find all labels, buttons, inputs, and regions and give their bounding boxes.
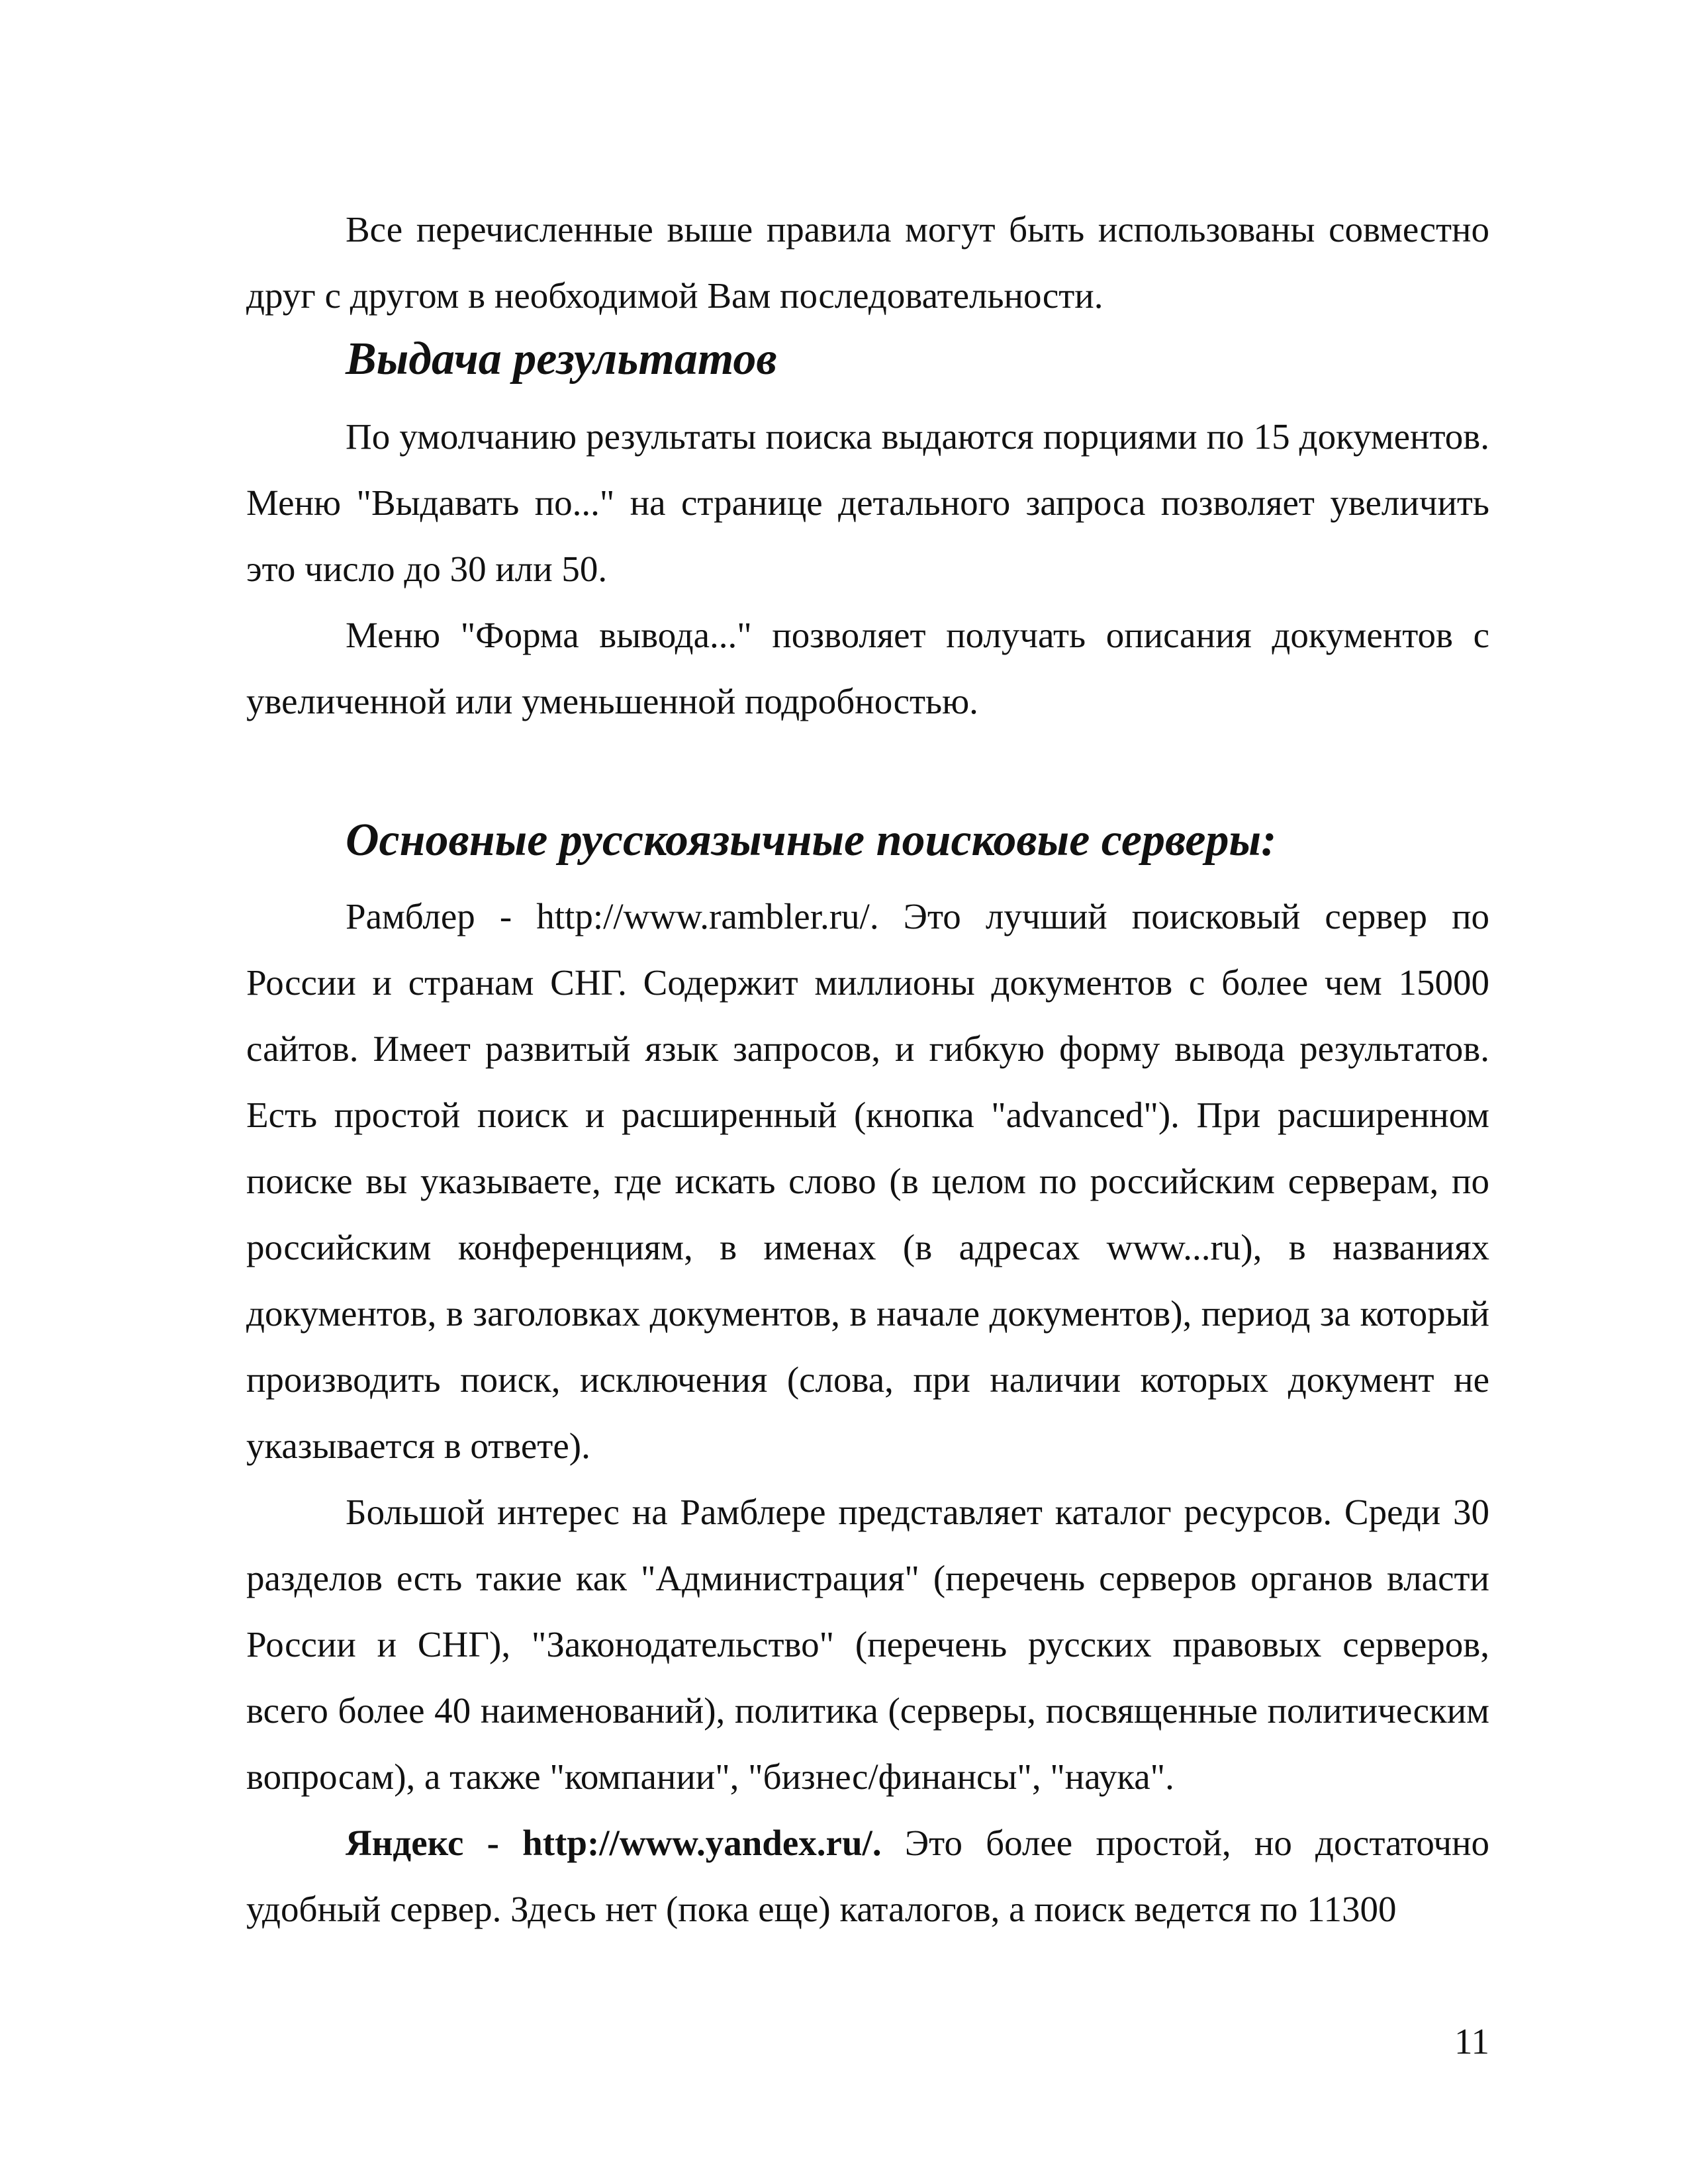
paragraph-yandex xyxy=(246,1810,1489,1942)
heading-russian-search-servers: Основные русскоязычные поисковые серверы: xyxy=(346,815,1277,866)
yandex-description: Это более простой, но достаточно удобный сервер. Здесь нет (пока еще) каталогов, а поиск ведется по 11300 xyxy=(246,1823,1489,1929)
paragraph-output-form: Меню "Форма вывода..." позволяет получать описания документов с увеличенной или уменьшенной подробностью. xyxy=(246,615,1489,721)
paragraph-rambler-catalog: Большой интерес на Рамблере представляет каталог ресурсов. Среди 30 разделов есть такие как "Администрация" (перечень серверов органов власти России и СНГ), "Законодательство" (перечень русских правовых серверов, всего более 40 наименований), политика (серверы, посвященные политическим вопросам), а также "компании", "бизнес/финансы", "наука". xyxy=(246,1492,1489,1797)
paragraph-rambler: Рамблер - http://www.rambler.ru/. Это лучший поисковый сервер по России и странам СНГ. Содержит миллионы документов с более чем 15000 сайтов. Имеет развитый язык запросов, и гибкую форму вывода результатов. Есть простой поиск и расширенный (кнопка "advanced"). При расширенном поиске вы указываете, где искать слово (в целом по российским серверам, по российским конференциям, в именах (в адресах www...ru), в названиях документов, в заголовках документов, в начале документов), период за который производить поиск, исключения (слова, при наличии которых документ не указывается в ответе). xyxy=(246,896,1489,1466)
heading-results-output: Выдача результатов xyxy=(346,334,777,385)
paragraph-rules: Все перечисленные выше правила могут быть использованы совместно друг с другом в необходимой Вам последовательности. xyxy=(246,209,1489,316)
paragraph-result-portions: По умолчанию результаты поиска выдаются порциями по 15 документов. Меню "Выдавать по..." на странице детального запроса позволяет увеличить это число до 30 или 50. xyxy=(246,416,1489,589)
page-number: 11 xyxy=(1454,2021,1489,2062)
yandex-name-and-url: Яндекс - http://www.yandex.ru/. xyxy=(346,1823,882,1863)
